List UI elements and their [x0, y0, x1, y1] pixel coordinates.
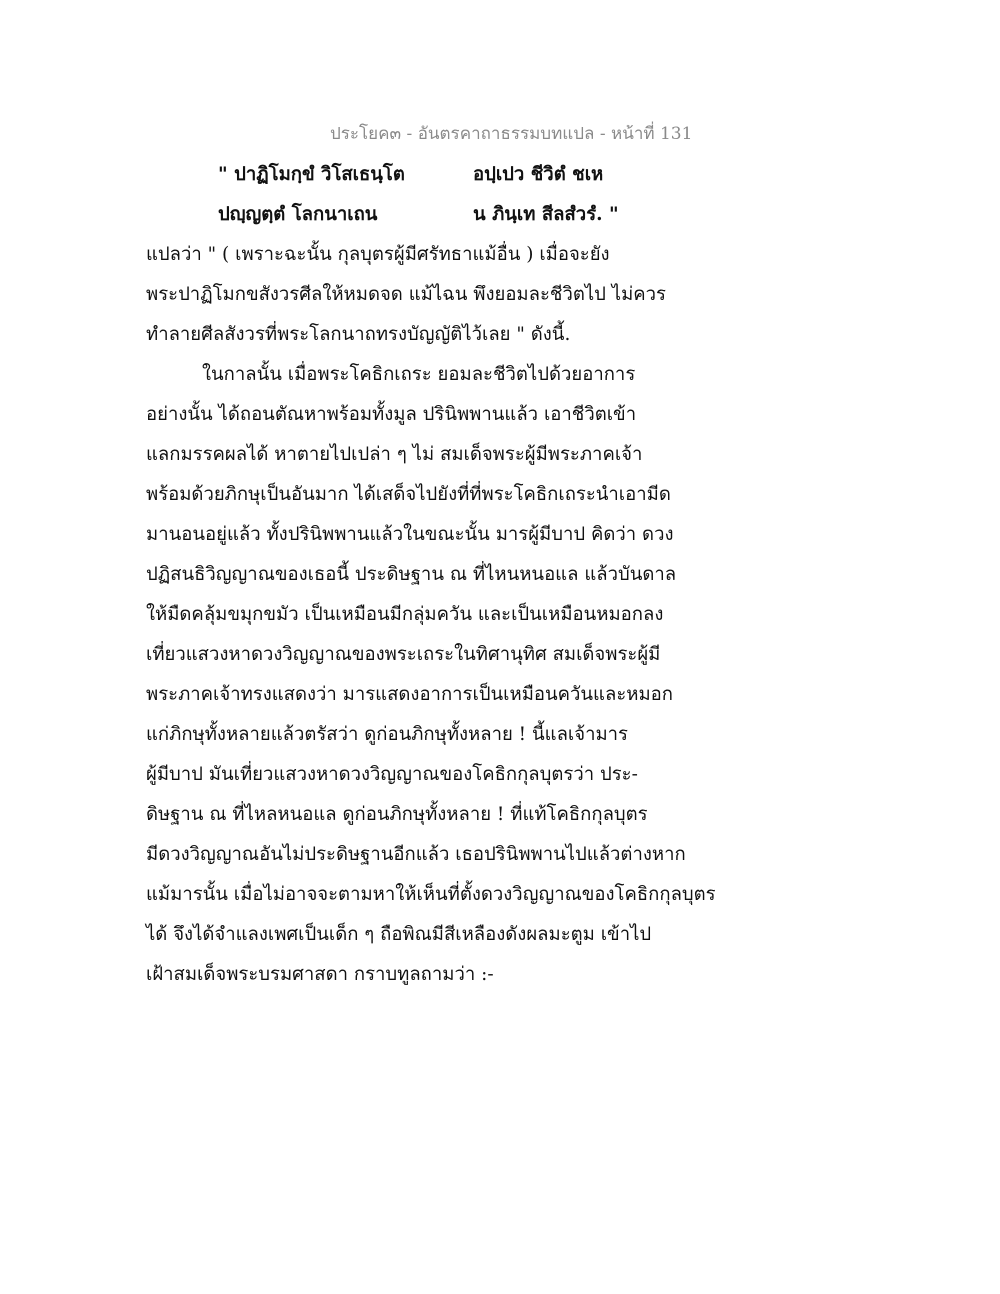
verse-line-1-right: อปฺเปว ชีวิตํ ชเห — [473, 164, 604, 185]
body-line: ทำลายศีลสังวรที่พระโลกนาถทรงบัญญัติไว้เลย " ดังนี้. — [146, 324, 571, 345]
running-header: ประโยค๓ - อันตรคาถาธรรมบทแปล - หน้าที่ 131 — [330, 124, 693, 144]
verse-line-2-right: น ภินฺเท สีลสํวรํ. " — [473, 204, 619, 225]
body-line: แก่ภิกษุทั้งหลายแล้วตรัสว่า ดูก่อนภิกษุทั้งหลาย ! นี้แลเจ้ามาร — [146, 724, 628, 745]
body-line: แม้มารนั้น เมื่อไม่อาจจะตามหาให้เห็นที่ตั้งดวงวิญญาณของโคธิกกุลบุตร — [146, 884, 716, 905]
body-line: ผู้มีบาป มันเที่ยวแสวงหาดวงวิญญาณของโคธิกกุลบุตรว่า ประ- — [146, 764, 638, 785]
body-line: พระปาฏิโมกขสังวรศีลให้หมดจด แม้ไฉน พึงยอมละชีวิตไป ไม่ควร — [146, 284, 666, 305]
verse-line-2-left: ปญฺญตฺตํ โลกนาเถน — [218, 204, 378, 225]
body-line: แลกมรรคผลได้ หาตายไปเปล่า ๆ ไม่ สมเด็จพระผู้มีพระภาคเจ้า — [146, 444, 643, 465]
body-line: ปฏิสนธิวิญญาณของเธอนี้ ประดิษฐาน ณ ที่ไหนหนอแล แล้วบันดาล — [146, 564, 677, 585]
verse-line-1-left: " ปาฏิโมกฺขํ วิโสเธนฺโต — [218, 164, 405, 185]
body-line: ดิษฐาน ณ ที่ไหลหนอแล ดูก่อนภิกษุทั้งหลาย ! ที่แท้โคธิกกุลบุตร — [146, 804, 648, 825]
body-line: ให้มืดคลุ้มขมุกขมัว เป็นเหมือนมีกลุ่มควัน และเป็นเหมือนหมอกลง — [146, 604, 664, 625]
body-line: ได้ จึงได้จำแลงเพศเป็นเด็ก ๆ ถือพิณมีสีเหลืองดังผลมะตูม เข้าไป — [146, 924, 652, 945]
body-line: เที่ยวแสวงหาดวงวิญญาณของพระเถระในทิศานุทิศ สมเด็จพระผู้มี — [146, 644, 661, 665]
body-line-indented: ในกาลนั้น เมื่อพระโคธิกเถระ ยอมละชีวิตไปด้วยอาการ — [202, 364, 636, 385]
body-line: มีดวงวิญญาณอันไม่ประดิษฐานอีกแล้ว เธอปรินิพพานไปแล้วต่างหาก — [146, 844, 686, 865]
body-line: เฝ้าสมเด็จพระบรมศาสดา กราบทูลถามว่า :- — [146, 964, 494, 985]
body-line: พระภาคเจ้าทรงแสดงว่า มารแสดงอาการเป็นเหมือนควันและหมอก — [146, 684, 673, 705]
body-line: มานอนอยู่แล้ว ทั้งปรินิพพานแล้วในขณะนั้น มารผู้มีบาป คิดว่า ดวง — [146, 524, 674, 545]
body-line: แปลว่า " ( เพราะฉะนั้น กุลบุตรผู้มีศรัทธาแม้อื่น ) เมื่อจะยัง — [146, 244, 610, 265]
body-line: พร้อมด้วยภิกษุเป็นอันมาก ได้เสด็จไปยังที่ที่พระโคธิกเถระนำเอามีด — [146, 484, 671, 505]
body-line: อย่างนั้น ได้ถอนตัณหาพร้อมทั้งมูล ปรินิพพานแล้ว เอาชีวิตเข้า — [146, 404, 637, 425]
